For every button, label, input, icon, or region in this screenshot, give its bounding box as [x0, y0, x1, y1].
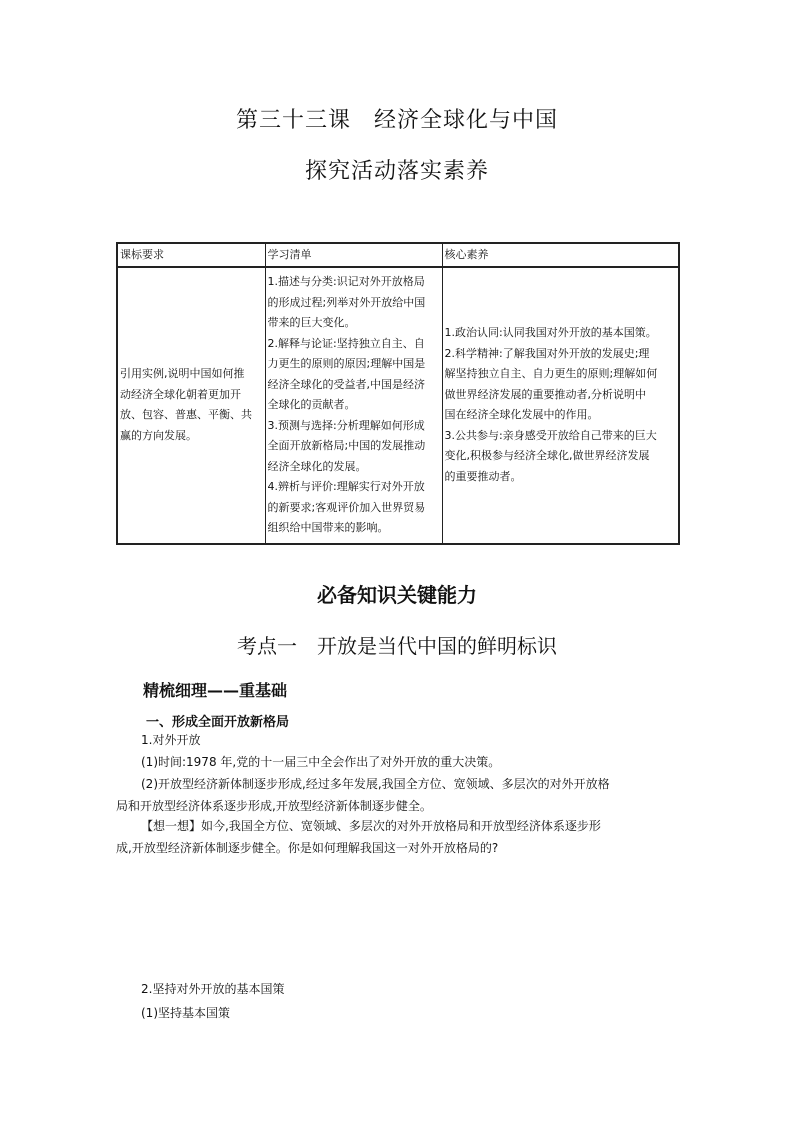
literacy-line: 1.政治认同:认同我国对外开放的基本国策。	[444, 326, 657, 340]
section-title: 必备知识关键能力	[317, 583, 477, 607]
checklist-line: 全面开放新格局;中国的发展推动	[267, 439, 426, 452]
requirements-line: 动经济全球化朝着更加开	[120, 387, 241, 401]
requirements-line: 引用实例,说明中国如何推	[120, 367, 245, 381]
lesson-subtitle: 探究活动落实素养	[304, 159, 489, 184]
literacy-line: 变化,积极参与经济全球化,做世界经济发展	[444, 449, 650, 463]
checklist-line: 力更生的原则的原因;理解中国是	[267, 357, 426, 370]
literacy-line: 3.公共参与:亲身感受开放给自己带来的巨大	[444, 428, 657, 442]
requirements-line: 赢的方向发展。	[120, 428, 197, 442]
literacy-line: 的重要推动者。	[444, 469, 522, 483]
checklist-line: 4.辨析与评价:理解实行对外开放	[267, 480, 425, 493]
checklist-line: 全球化的贡献者。	[267, 398, 356, 411]
table-row	[117, 267, 679, 544]
think-question: 成,开放型经济新体制逐步健全。你是如何理解我国这一对外开放格局的?	[116, 841, 499, 855]
checklist-line: 带来的巨大变化。	[267, 316, 356, 329]
literacy-line: 解坚持独立自主、自力更生的原则;理解如何	[444, 367, 658, 381]
checklist-line: 经济全球化的受益者,中国是经济	[267, 377, 425, 391]
content-paragraph: (1)坚持基本国策	[141, 1006, 230, 1020]
literacy-cell	[442, 267, 679, 544]
lesson-title: 第三十三课 经济全球化与中国	[235, 108, 558, 133]
topic-title: 考点一 开放是当代中国的鲜明标识	[237, 634, 557, 658]
checklist-line: 组织给中国带来的影响。	[267, 521, 389, 534]
literacy-line: 国在经济全球化发展中的作用。	[444, 408, 599, 422]
header-requirements: 课标要求	[117, 243, 265, 267]
table-header-row	[117, 243, 679, 267]
content-heading: 一、形成全面开放新格局	[146, 715, 290, 730]
requirements-cell	[117, 267, 265, 544]
checklist-line: 的形成过程;列举对外开放给中国	[267, 295, 426, 309]
content-paragraph: (1)时间:1978 年,党的十一届三中全会作出了对外开放的重大决策。	[141, 755, 501, 769]
section-subhead: 精梳细理——重基础	[143, 681, 288, 700]
literacy-line: 2.科学精神:了解我国对外开放的发展史;理	[444, 346, 650, 360]
checklist-line: 经济全球化的发展。	[267, 459, 367, 473]
requirements-line: 放、包容、普惠、平衡、共	[120, 408, 252, 422]
content-item: 2.坚持对外开放的基本国策	[141, 982, 285, 996]
header-literacy: 核心素养	[442, 243, 679, 267]
curriculum-table	[116, 242, 680, 545]
checklist-cell	[265, 267, 442, 544]
content-paragraph: (2)开放型经济新体制逐步形成,经过多年发展,我国全方位、宽领域、多层次的对外开放格	[141, 777, 610, 791]
header-checklist: 学习清单	[265, 243, 442, 267]
content-item: 1.对外开放	[141, 733, 201, 747]
think-question: 【想一想】如今,我国全方位、宽领域、多层次的对外开放格局和开放型经济体系逐步形	[141, 819, 601, 833]
checklist-line: 2.解释与论证:坚持独立自主、自	[267, 336, 425, 350]
checklist-line: 的新要求;客观评价加入世界贸易	[267, 500, 426, 514]
checklist-line: 3.预测与选择:分析理解如何形成	[267, 418, 425, 432]
literacy-line: 做世界经济发展的重要推动者,分析说明中	[444, 387, 646, 401]
checklist-line: 1.描述与分类:识记对外开放格局	[267, 275, 425, 288]
content-paragraph: 局和开放型经济体系逐步形成,开放型经济新体制逐步健全。	[116, 799, 432, 813]
